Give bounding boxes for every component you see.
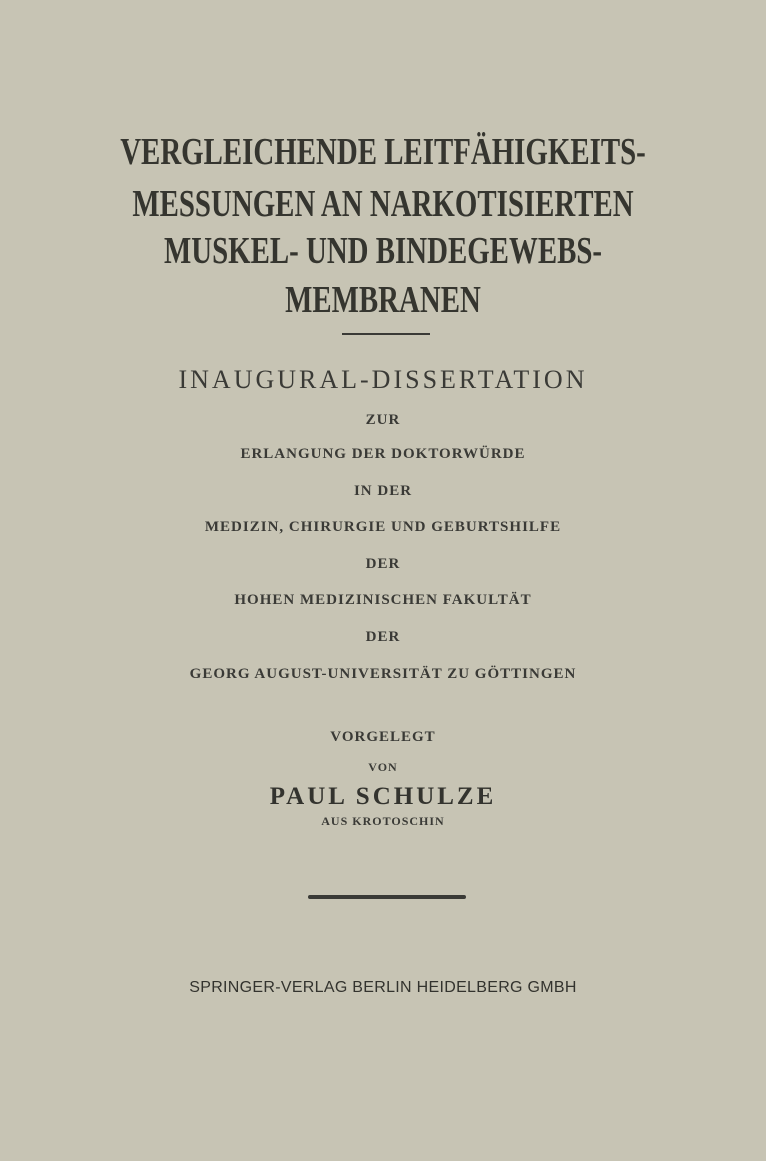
body-line-fakultaet: HOHEN MEDIZINISCHEN FAKULTÄT: [234, 592, 532, 608]
title-line-4: MEMBRANEN: [285, 279, 481, 321]
body-line-universitaet: GEORG AUGUST-UNIVERSITÄT ZU GÖTTINGEN: [189, 666, 577, 682]
title-divider: [342, 333, 430, 335]
title-line-1: VERGLEICHENDE LEITFÄHIGKEITS-: [120, 131, 646, 173]
body-line-in-der: IN DER: [353, 483, 413, 499]
by-label: VON: [368, 760, 398, 774]
publisher-divider: [308, 895, 466, 899]
body-line-der-2: DER: [365, 629, 401, 645]
author-name: PAUL SCHULZE: [269, 783, 497, 810]
submitted-label: VORGELEGT: [330, 729, 436, 745]
author-origin: AUS KROTOSCHIN: [321, 814, 445, 828]
body-line-medizin: MEDIZIN, CHIRURGIE UND GEBURTSHILFE: [204, 519, 562, 535]
body-line-erlangung: ERLANGUNG DER DOKTORWÜRDE: [240, 446, 526, 462]
body-line-zur: ZUR: [365, 412, 401, 428]
publisher-name: SPRINGER-VERLAG BERLIN HEIDELBERG GMBH: [189, 979, 577, 996]
dissertation-heading: INAUGURAL-DISSERTATION: [178, 365, 588, 394]
title-line-2: MESSUNGEN AN NARKOTISIERTEN: [132, 183, 634, 225]
title-line-3: MUSKEL- UND BINDEGEWEBS-: [163, 230, 603, 272]
body-line-der-1: DER: [365, 556, 401, 572]
